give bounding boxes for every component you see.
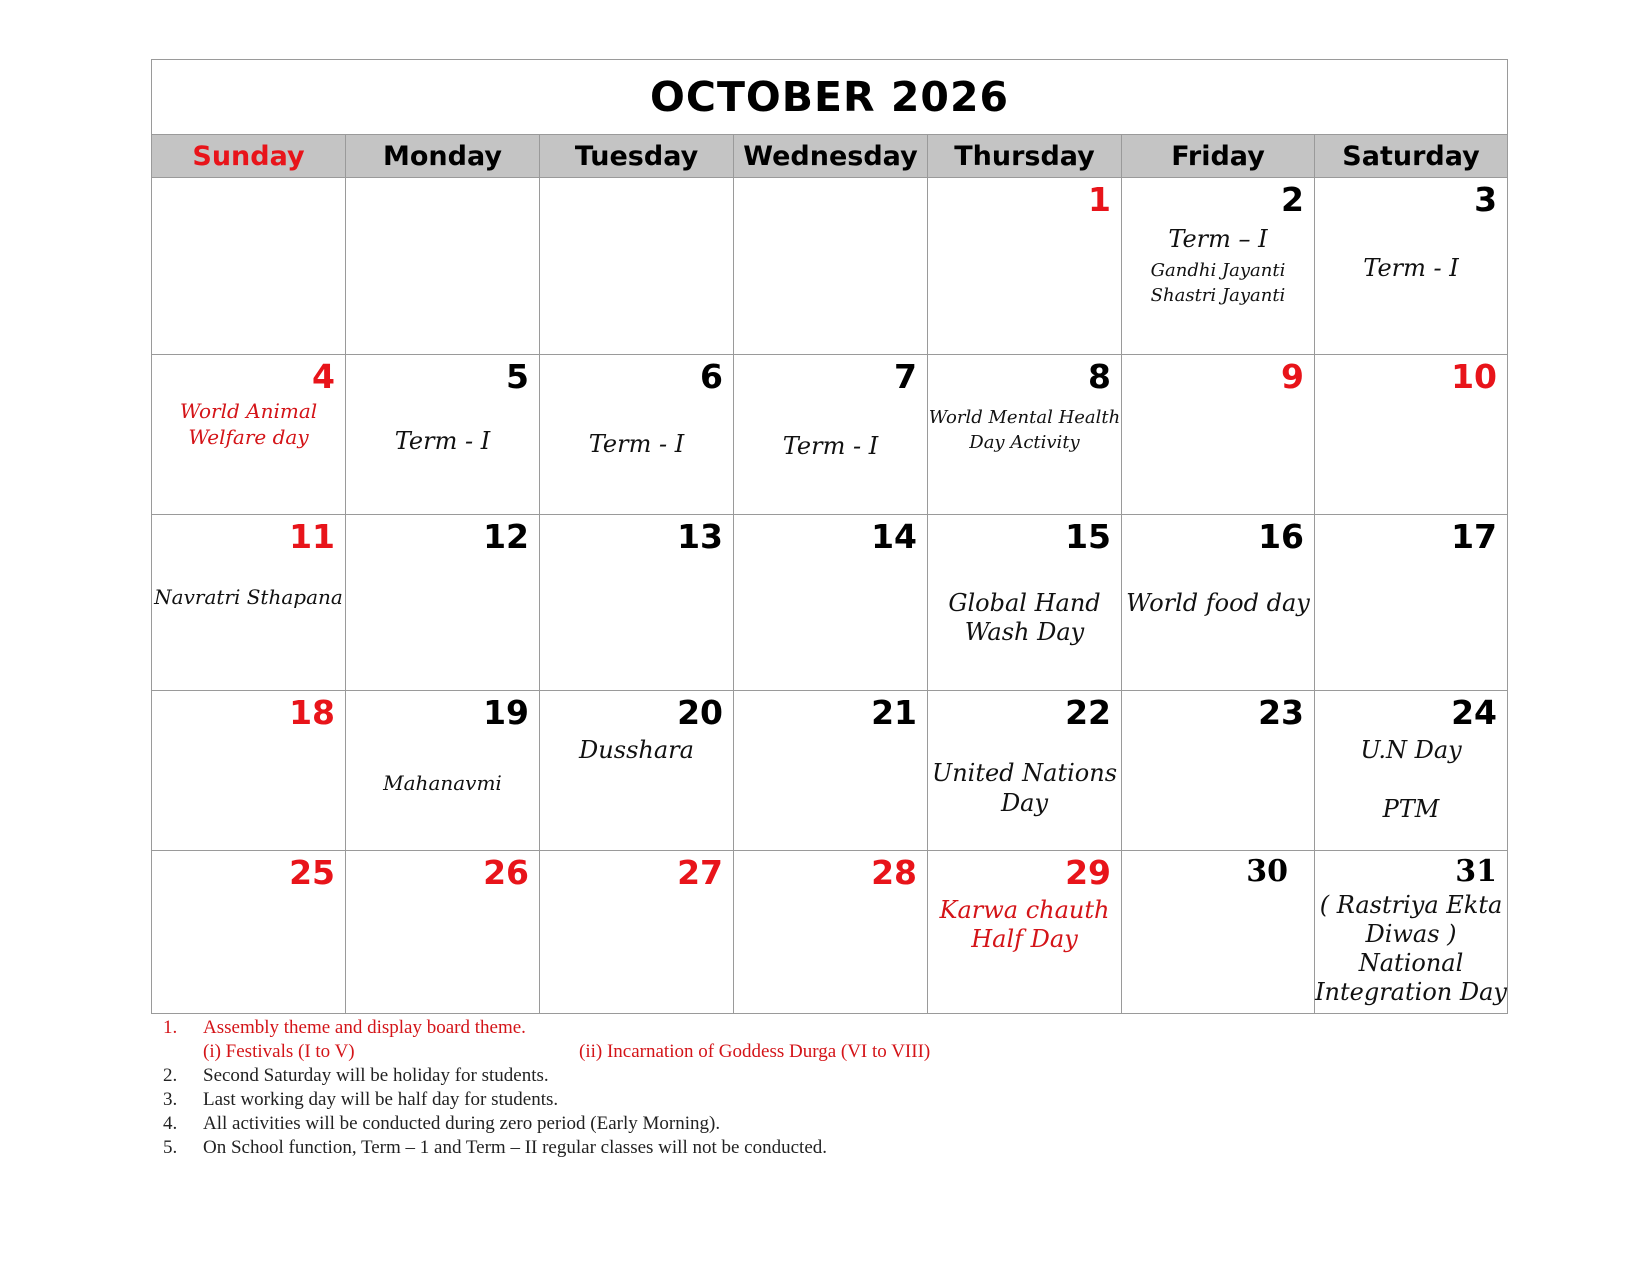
day-cell: [734, 355, 928, 515]
note-item: [163, 1136, 1463, 1160]
day-number: 9: [1281, 357, 1304, 396]
day-number: 6: [700, 357, 723, 396]
event-label: World Mental Health: [928, 407, 1121, 428]
note-sub-item: (i) Festivals (I to V): [203, 1041, 355, 1062]
day-cell: [152, 355, 346, 515]
event-label: Diwas ): [1365, 920, 1457, 948]
day-cell: [1122, 178, 1315, 355]
day-number: 25: [289, 853, 335, 892]
event-label: Global Hand: [948, 589, 1101, 617]
note-number: 1.: [163, 1017, 178, 1038]
day-cell: [734, 851, 928, 1014]
event-label: Mahanavmi: [383, 771, 502, 795]
note-number: 2.: [163, 1065, 178, 1086]
day-number: 21: [871, 693, 917, 732]
event-label: Dusshara: [579, 736, 694, 764]
event-label: U.N Day: [1360, 736, 1462, 764]
weekday-header-row: [152, 135, 1508, 178]
day-cell: [1315, 851, 1508, 1014]
note-text: Last working day will be half day for students.: [203, 1089, 559, 1110]
day-cell: [540, 355, 734, 515]
day-number: 18: [289, 693, 335, 732]
event-label: Term - I: [1363, 254, 1459, 282]
event-label: ( Rastriya Ekta: [1319, 891, 1503, 919]
day-cell: [346, 515, 540, 691]
day-number: 22: [1065, 693, 1111, 732]
day-number: 15: [1065, 517, 1111, 556]
event-label: Term - I: [782, 432, 879, 460]
day-number: 8: [1088, 357, 1111, 396]
day-number: 1: [1088, 180, 1111, 219]
event-label: Shastri Jayanti: [1150, 285, 1286, 306]
day-cell: [928, 691, 1122, 851]
day-number: 4: [312, 357, 335, 396]
event-label: Day: [1000, 789, 1049, 817]
note-text: All activities will be conducted during zero period (Early Morning).: [203, 1113, 721, 1134]
day-cell: [1122, 515, 1315, 691]
day-number: 2: [1281, 180, 1304, 219]
note-item: [163, 1112, 1463, 1136]
weekday-monday: Monday: [346, 135, 540, 178]
day-cell: [1122, 691, 1315, 851]
day-cell: [1315, 355, 1508, 515]
note-number: 3.: [163, 1089, 178, 1110]
event-label: Karwa chauth: [939, 896, 1110, 924]
note-sub-item: (ii) Incarnation of Goddess Durga (VI to VIII): [579, 1041, 931, 1062]
weekday-tuesday: Tuesday: [540, 135, 734, 178]
empty-day-cell: [734, 178, 928, 355]
event-label: Term - I: [394, 427, 491, 455]
event-label: PTM: [1382, 795, 1440, 823]
day-number: 19: [483, 693, 529, 732]
event-label: National: [1358, 949, 1464, 977]
day-number: 13: [677, 517, 723, 556]
event-label: United Nations: [931, 759, 1118, 787]
event-label: Term – I: [1168, 225, 1268, 253]
weekday-wednesday: Wednesday: [734, 135, 928, 178]
day-number: 27: [677, 853, 723, 892]
event-label: Navratri Sthapana: [154, 585, 343, 609]
weekday-saturday: Saturday: [1315, 135, 1508, 178]
note-text: Assembly theme and display board theme.: [203, 1017, 526, 1038]
day-cell: [928, 515, 1122, 691]
event-label: Day Activity: [969, 432, 1080, 453]
day-cell: [540, 515, 734, 691]
day-number: 31: [1455, 854, 1498, 889]
event-label: Half Day: [971, 925, 1078, 953]
week-row: [152, 178, 1508, 355]
calendar-table: [151, 59, 1508, 1014]
day-number: 30: [1246, 854, 1288, 889]
day-cell: [346, 691, 540, 851]
day-number: 16: [1258, 517, 1304, 556]
event-label: World food day: [1126, 589, 1310, 617]
day-cell: [540, 851, 734, 1014]
day-number: 5: [506, 357, 529, 396]
calendar-notes: [163, 1016, 1463, 1160]
day-number: 7: [894, 357, 917, 396]
day-cell: [346, 355, 540, 515]
day-number: 24: [1451, 693, 1498, 732]
day-cell: [540, 691, 734, 851]
event-label: Term - I: [588, 430, 685, 458]
day-number: 26: [483, 853, 529, 892]
day-cell: [1315, 515, 1508, 691]
day-cell: [928, 851, 1122, 1014]
empty-day-cell: [540, 178, 734, 355]
day-number: 17: [1451, 517, 1498, 556]
day-number: 29: [1065, 853, 1111, 892]
day-cell: [734, 515, 928, 691]
day-cell: [1315, 178, 1508, 355]
note-text: Second Saturday will be holiday for students.: [203, 1065, 549, 1086]
weekday-thursday: Thursday: [928, 135, 1122, 178]
weekday-friday: Friday: [1122, 135, 1315, 178]
day-cell: [734, 691, 928, 851]
note-sub-items: [163, 1040, 1463, 1064]
empty-day-cell: [346, 178, 540, 355]
calendar-title-cell: [152, 60, 1508, 135]
day-number: 28: [871, 853, 917, 892]
event-label: World Animal: [179, 399, 318, 423]
day-cell: [346, 851, 540, 1014]
day-cell: [1315, 691, 1508, 851]
week-row: [152, 355, 1508, 515]
event-label: Gandhi Jayanti: [1150, 260, 1286, 281]
day-number: 20: [677, 693, 723, 732]
calendar-title: OCTOBER 2026: [650, 73, 1009, 121]
note-number: 4.: [163, 1113, 178, 1134]
day-cell: [928, 355, 1122, 515]
day-number: 14: [871, 517, 917, 556]
day-number: 10: [1451, 357, 1498, 396]
note-item: [163, 1064, 1463, 1088]
day-cell: [1122, 851, 1315, 1014]
note-item: [163, 1088, 1463, 1112]
week-row: [152, 851, 1508, 1014]
day-cell: [928, 178, 1122, 355]
empty-day-cell: [152, 178, 346, 355]
day-cell: [1122, 355, 1315, 515]
week-row: [152, 515, 1508, 691]
day-cell: [152, 691, 346, 851]
week-row: [152, 691, 1508, 851]
day-cell: [152, 515, 346, 691]
day-number: 23: [1258, 693, 1304, 732]
note-text: On School function, Term – 1 and Term – II regular classes will not be conducted.: [203, 1137, 828, 1158]
note-number: 5.: [163, 1137, 178, 1158]
event-label: Wash Day: [964, 618, 1085, 646]
day-number: 3: [1474, 180, 1498, 219]
day-number: 12: [483, 517, 529, 556]
weekday-sunday: Sunday: [152, 135, 346, 178]
note-item: [163, 1016, 1463, 1040]
day-cell: [152, 851, 346, 1014]
event-label: Integration Day: [1315, 978, 1507, 1006]
day-number: 11: [289, 517, 335, 556]
event-label: Welfare day: [188, 425, 309, 449]
